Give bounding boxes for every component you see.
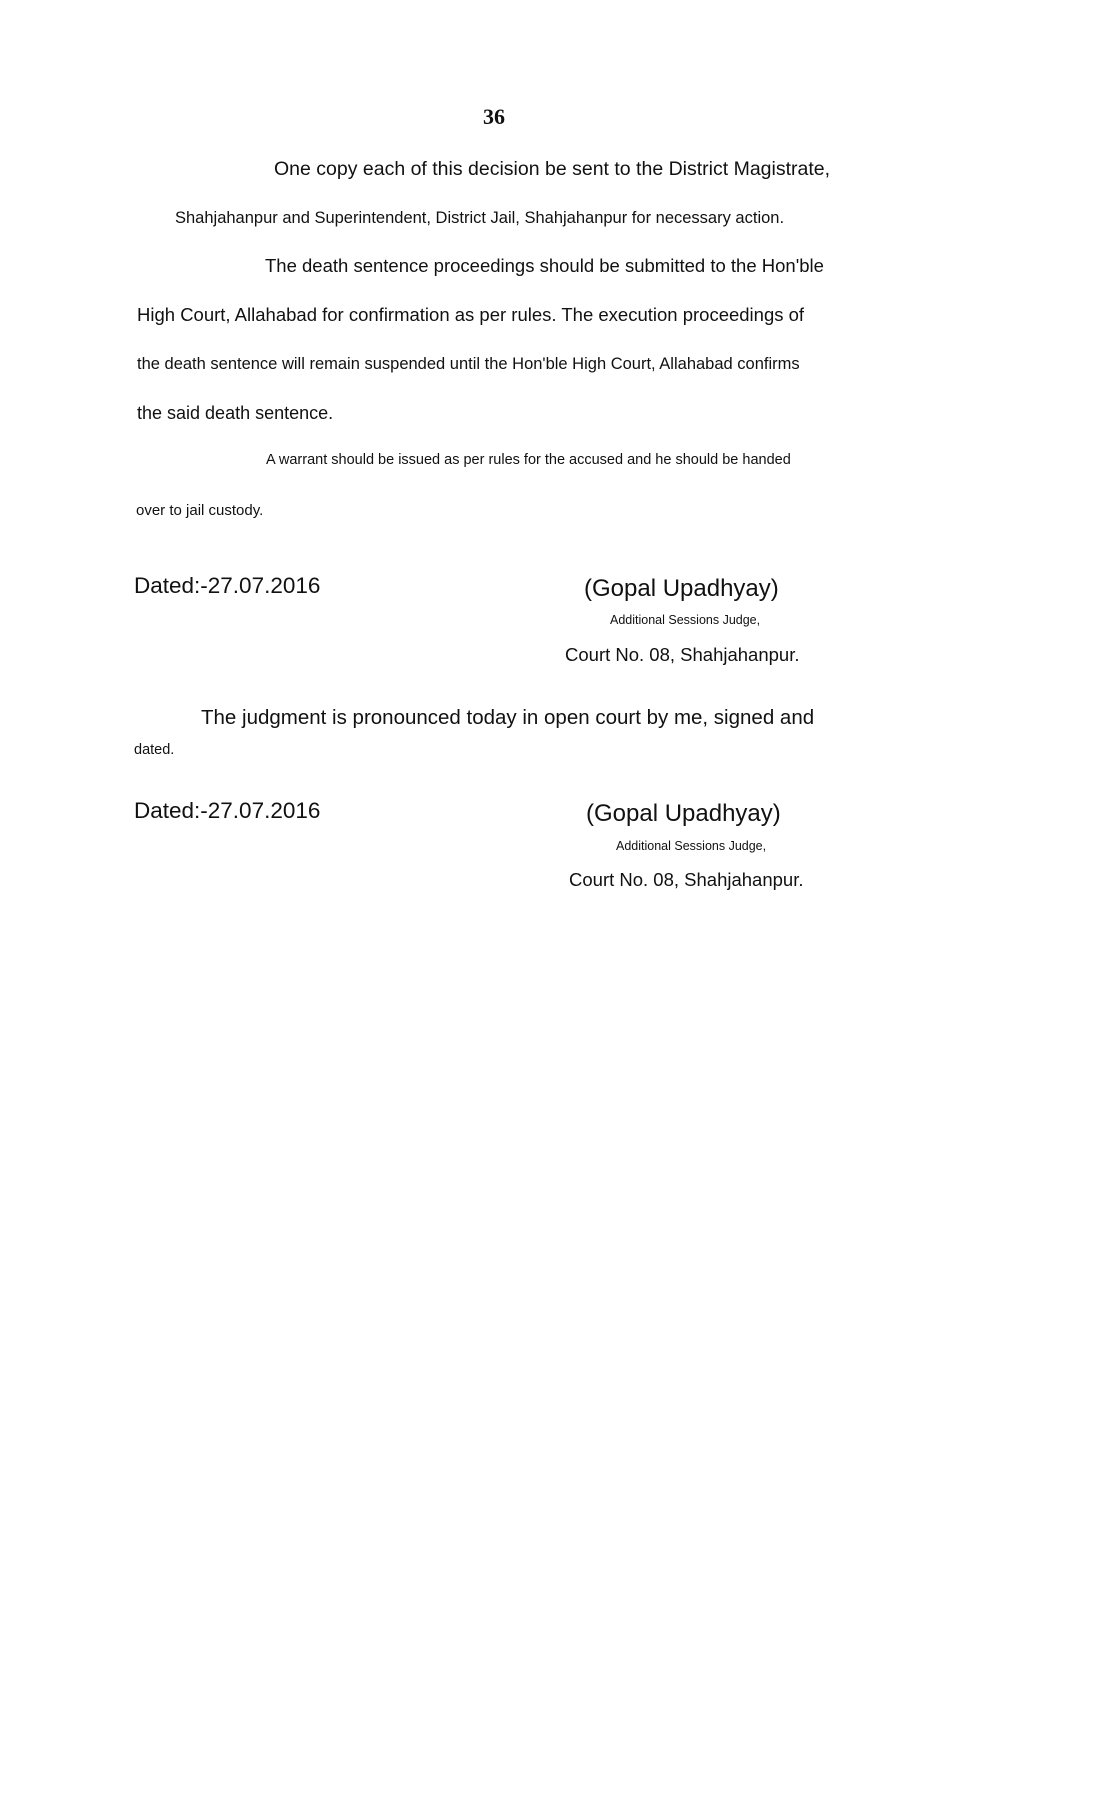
paragraph-death-line-1: The death sentence proceedings should be submitted to the Hon'ble	[265, 255, 824, 276]
paragraph-pronounced-line-2: dated.	[134, 742, 175, 758]
paragraph-copy-line-1: One copy each of this decision be sent to the District Magistrate,	[274, 158, 831, 180]
paragraph-warrant-line-2: over to jail custody.	[136, 502, 264, 519]
page-number: 36	[483, 104, 505, 129]
paragraph-death-line-4: the said death sentence.	[137, 403, 334, 423]
paragraph-death-line-3: the death sentence will remain suspended until the Hon'ble High Court, Allahabad confirms	[137, 355, 800, 373]
paragraph-death-line-2: High Court, Allahabad for confirmation as per rules. The execution proceedings of	[137, 304, 805, 325]
paragraph-pronounced-line-1: The judgment is pronounced today in open court by me, signed and	[201, 706, 815, 729]
signatory-title-1: Additional Sessions Judge,	[610, 613, 761, 627]
signatory-court-1: Court No. 08, Shahjahanpur.	[565, 644, 800, 665]
signatory-court-2: Court No. 08, Shahjahanpur.	[569, 869, 804, 890]
paragraph-warrant-line-1: A warrant should be issued as per rules for the accused and he should be handed	[266, 452, 791, 468]
paragraph-copy-line-2: Shahjahanpur and Superintendent, District Jail, Shahjahanpur for necessary action.	[175, 209, 785, 227]
dated-label-2: Dated:-27.07.2016	[134, 798, 321, 823]
dated-label-1: Dated:-27.07.2016	[134, 573, 321, 598]
signatory-title-2: Additional Sessions Judge,	[616, 839, 767, 853]
signatory-name-2: (Gopal Upadhyay)	[586, 800, 781, 827]
signatory-name-1: (Gopal Upadhyay)	[584, 575, 779, 602]
